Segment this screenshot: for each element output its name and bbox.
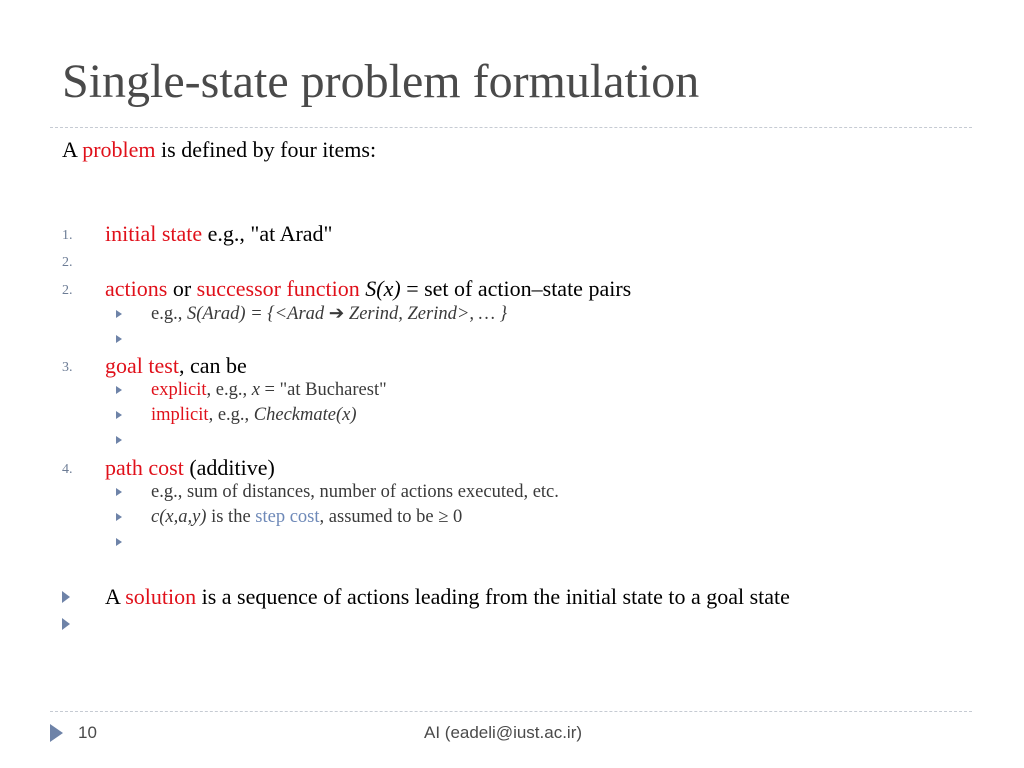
item-number-2: 2. — [62, 283, 73, 298]
page-title: Single-state problem formulation — [62, 55, 700, 108]
sub-implicit — [151, 406, 357, 425]
item-initial-state — [105, 223, 333, 245]
solution-term: solution — [125, 584, 197, 609]
bullet-icon — [116, 436, 122, 444]
bullet-icon — [116, 411, 122, 419]
bullet-icon — [116, 538, 122, 546]
sub-example — [151, 305, 507, 324]
item-actions — [105, 278, 631, 300]
bullet-icon — [116, 386, 122, 394]
example-expr2: Zerind, Zerind>, … } — [344, 304, 508, 324]
initial-state-term: initial state — [105, 221, 203, 246]
page-number: 10 — [78, 723, 97, 742]
initial-state-rest: e.g., "at Arad" — [202, 221, 333, 246]
item-path-cost — [105, 457, 275, 479]
implicit-term: implicit — [151, 405, 209, 425]
explicit-rest: = "at Bucharest" — [259, 380, 387, 400]
item-goal-test — [105, 355, 247, 377]
path-cost-rest: (additive) — [183, 455, 275, 480]
arrow-icon: ➔ — [328, 304, 345, 324]
step-cost-term: step cost — [255, 507, 320, 527]
solution-line — [105, 586, 790, 608]
intro-problem: problem — [82, 137, 156, 162]
goal-test-term: goal test — [105, 353, 179, 378]
explicit-term: explicit — [151, 380, 207, 400]
example-expr: S(Arad) = {<Arad — [186, 304, 329, 324]
actions-term: actions — [105, 276, 168, 301]
bullet-icon — [116, 335, 122, 343]
intro-rest: is defined by four items: — [161, 137, 377, 162]
actions-rest: = set of action–state pairs — [400, 276, 632, 301]
solution-rest: is a sequence of actions leading from the initial state to a goal state — [196, 584, 790, 609]
footer-text: AI (eadeli@iust.ac.ir) — [424, 723, 583, 742]
item-number-1: 1. — [62, 228, 73, 243]
bullet-icon — [62, 618, 70, 630]
sub-explicit — [151, 381, 387, 400]
title-divider — [50, 127, 972, 128]
step-rest: , assumed to be ≥ 0 — [319, 507, 463, 527]
intro-line — [62, 139, 376, 161]
item-number-2-empty: 2. — [62, 255, 73, 270]
explicit-eg: , e.g., — [206, 380, 252, 400]
implicit-eg: , e.g., — [208, 405, 254, 425]
bullet-icon — [116, 488, 122, 496]
successor-fn: S(x) — [365, 276, 401, 301]
intro-a: A — [62, 137, 77, 162]
step-fn: c(x,a,y) — [151, 507, 207, 527]
actions-or: or — [167, 276, 197, 301]
step-mid: is the — [206, 507, 256, 527]
explicit-x: x — [251, 380, 260, 400]
successor-function-term: successor function — [196, 276, 360, 301]
example-eg: e.g., — [151, 304, 187, 324]
bullet-icon — [116, 310, 122, 318]
sub-sum: e.g., sum of distances, number of actions executed, etc. — [151, 482, 559, 502]
item-number-4: 4. — [62, 462, 73, 477]
footer-triangle-icon — [50, 724, 63, 742]
footer-divider — [50, 711, 972, 712]
goal-test-rest: , can be — [178, 353, 247, 378]
bullet-icon — [62, 591, 70, 603]
path-cost-term: path cost — [105, 455, 184, 480]
sub-step-cost — [151, 508, 462, 527]
bullet-icon — [116, 513, 122, 521]
implicit-fn: Checkmate(x) — [253, 405, 357, 425]
item-number-3: 3. — [62, 360, 73, 375]
solution-a: A — [105, 584, 126, 609]
